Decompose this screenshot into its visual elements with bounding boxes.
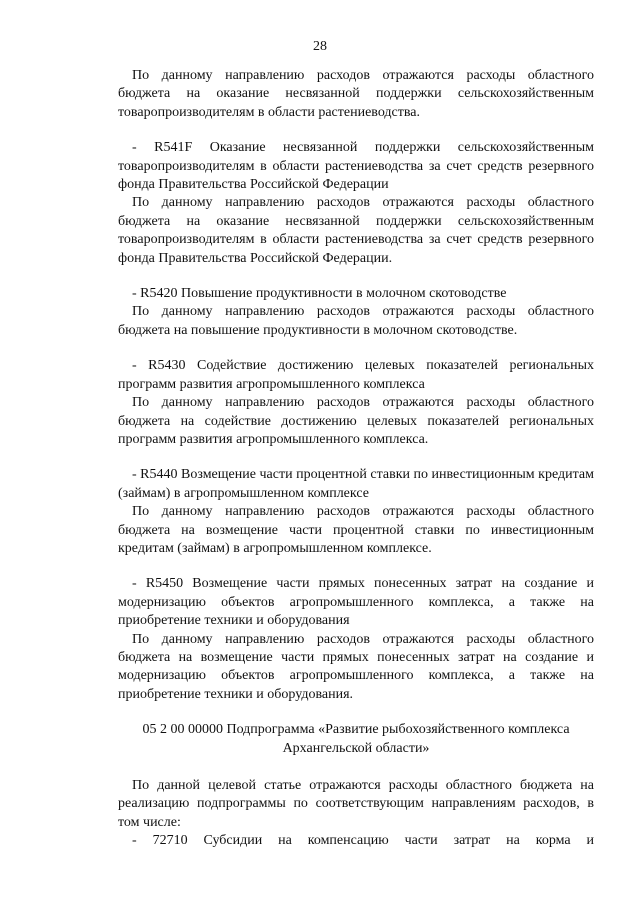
expense-item-title: - R541F Оказание несвязанной поддержки сельскохозяйственным товаропроизводителям в области растениеводства за счет средств резервного фонда Правительства Российской Федерации	[118, 140, 594, 193]
intro-paragraph: По данной целевой статье отражаются расходы областного бюджета на реализацию подпрограммы по соответствующим направлениям расходов, в том числе:	[118, 778, 594, 830]
paragraph: По данному направлению расходов отражаются расходы областного бюджета на содействие достижению целевых показателей региональных программ развития агропромышленного комплекса.	[118, 395, 594, 447]
paragraph: По данному направлению расходов отражаются расходы областного бюджета на возмещение части прямых понесенных затрат на создание и модернизацию объектов агропромышленного комплекса, а также на приобретение техники и оборудования.	[118, 631, 594, 702]
text-block	[118, 575, 594, 704]
expense-item-title: - R5420 Повышение продуктивности в молочном скотоводстве	[132, 286, 507, 302]
paragraph: По данному направлению расходов отражаются расходы областного бюджета на оказание несвязанной поддержки сельскохозяйственным товаропроизводителям в области растениеводства.	[118, 68, 594, 120]
expense-item-title: - R5450 Возмещение части прямых понесенных затрат на создание и модернизацию объектов агропромышленного комплекса, а также на приобретение техники и оборудования	[118, 576, 594, 629]
subprogram-heading	[118, 721, 594, 758]
subprogram-heading-line1: 05 2 00 00000 Подпрограмма «Развитие рыбохозяйственного комплекса	[142, 722, 570, 738]
expense-item-title: - 72710 Субсидии на компенсацию части затрат на корма и	[132, 833, 594, 849]
text-block	[118, 67, 594, 122]
expense-item-title: - R5430 Содействие достижению целевых показателей региональных программ развития агропромышленного комплекса	[118, 358, 594, 392]
document-body	[118, 67, 594, 851]
page-number: 28	[313, 39, 327, 54]
text-block	[118, 466, 594, 558]
paragraph: По данному направлению расходов отражаются расходы областного бюджета на возмещение части процентной ставки по инвестиционным кредитам (займам) в агропромышленном комплексе.	[118, 504, 594, 556]
text-block	[118, 357, 594, 449]
subprogram-heading-line2: Архангельской области»	[282, 740, 430, 756]
paragraph: По данному направлению расходов отражаются расходы областного бюджета на повышение продуктивности в молочном скотоводстве.	[118, 304, 594, 338]
paragraph: По данному направлению расходов отражаются расходы областного бюджета на оказание несвязанной поддержки сельскохозяйственным товаропроизводителям в области растениеводства за счет средств резервного фонда Правительства Российской Федерации.	[118, 195, 594, 266]
text-block	[118, 139, 594, 268]
text-block	[118, 285, 594, 340]
expense-item-title: - R5440 Возмещение части процентной ставки по инвестиционным кредитам (займам) в агропромышленном комплексе	[118, 467, 594, 501]
